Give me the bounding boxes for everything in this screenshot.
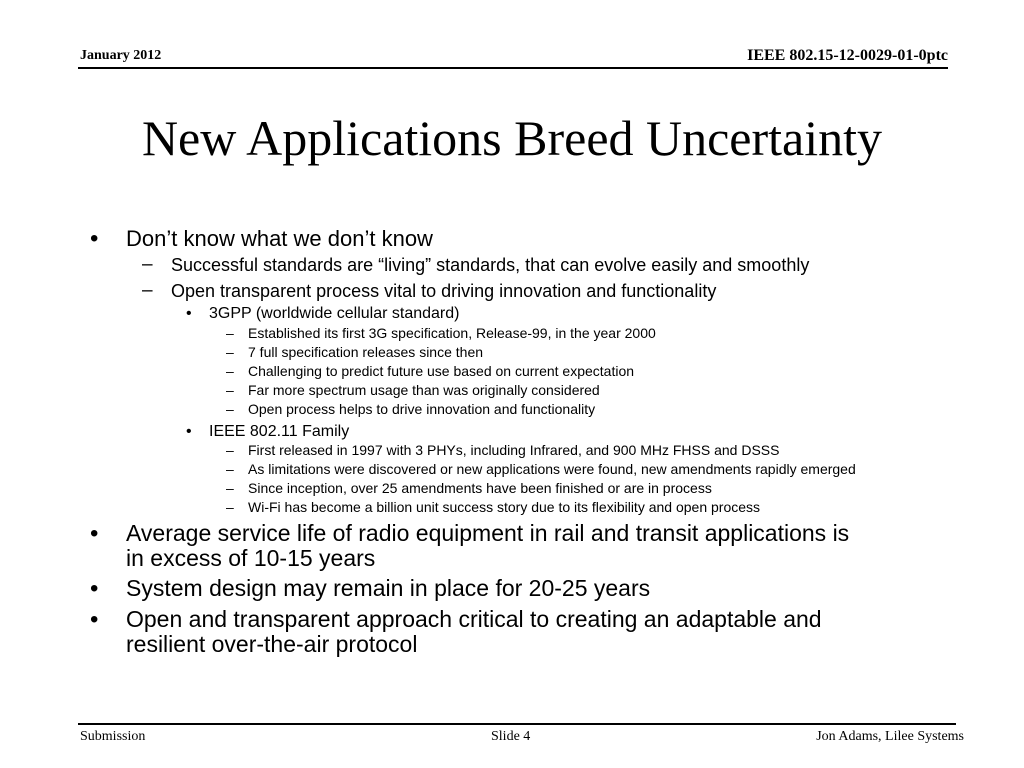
- bullet-text: Open transparent process vital to driving innovation and functionality: [171, 281, 717, 301]
- bullet-text: First released in 1997 with 3 PHYs, including Infrared, and 900 MHz FHSS and DSSS: [248, 442, 780, 458]
- bullet-text-continuation: in excess of 10-15 years: [126, 545, 376, 571]
- slide-title: New Applications Breed Uncertainty: [141, 110, 883, 166]
- bullet-text: Successful standards are “living” standards, that can evolve easily and smoothly: [171, 255, 810, 275]
- bullet-text: System design may remain in place for 20-25 years: [126, 575, 651, 601]
- bullet-marker: •: [90, 225, 99, 252]
- bullet-marker: –: [226, 325, 234, 341]
- bullet-marker: –: [226, 344, 234, 360]
- bullet-text: Open process helps to drive innovation and functionality: [248, 401, 596, 417]
- bullet-marker: –: [226, 480, 234, 496]
- bullet-text: Wi-Fi has become a billion unit success story due to its flexibility and open process: [248, 499, 761, 515]
- bullet-text: Established its first 3G specification, Release-99, in the year 2000: [248, 325, 656, 341]
- bullet-marker: •: [90, 606, 99, 633]
- bullet-text: Don’t know what we don’t know: [126, 226, 433, 251]
- bullet-marker: –: [226, 382, 234, 398]
- bullet-text: Since inception, over 25 amendments have been finished or are in process: [248, 480, 712, 496]
- bullet-marker: –: [226, 442, 234, 458]
- footer-divider: [78, 723, 956, 725]
- bullet-text: Average service life of radio equipment in rail and transit applications is: [126, 520, 850, 546]
- bullet-marker: •: [186, 305, 192, 322]
- header-date: January 2012: [80, 48, 162, 63]
- bullet-text: IEEE 802.11 Family: [209, 423, 350, 440]
- bullet-marker: –: [226, 461, 234, 477]
- bullet-text: As limitations were discovered or new applications were found, new amendments rapidly emerged: [248, 461, 856, 477]
- bullet-text-continuation: resilient over-the-air protocol: [126, 631, 418, 657]
- header-document-id: IEEE 802.15-12-0029-01-0ptc: [747, 47, 948, 64]
- bullet-marker: –: [142, 254, 153, 275]
- footer-slide-number: Slide 4: [491, 729, 531, 744]
- footer-submission: Submission: [80, 729, 146, 744]
- bullet-marker: –: [142, 280, 153, 301]
- bullet-marker: –: [226, 499, 234, 515]
- bullet-text: Challenging to predict future use based on current expectation: [248, 363, 635, 379]
- bullet-marker: •: [90, 520, 99, 547]
- bullet-text: Far more spectrum usage than was originally considered: [248, 382, 600, 398]
- bullet-marker: –: [226, 401, 234, 417]
- bullet-text: Open and transparent approach critical to creating an adaptable and: [126, 606, 822, 632]
- bullet-text: 7 full specification releases since then: [248, 344, 484, 360]
- bullet-marker: –: [226, 363, 234, 379]
- bullet-marker: •: [186, 423, 192, 440]
- bullet-text: 3GPP (worldwide cellular standard): [209, 305, 460, 322]
- bullet-marker: •: [90, 575, 99, 602]
- footer-author: Jon Adams, Lilee Systems: [816, 729, 964, 744]
